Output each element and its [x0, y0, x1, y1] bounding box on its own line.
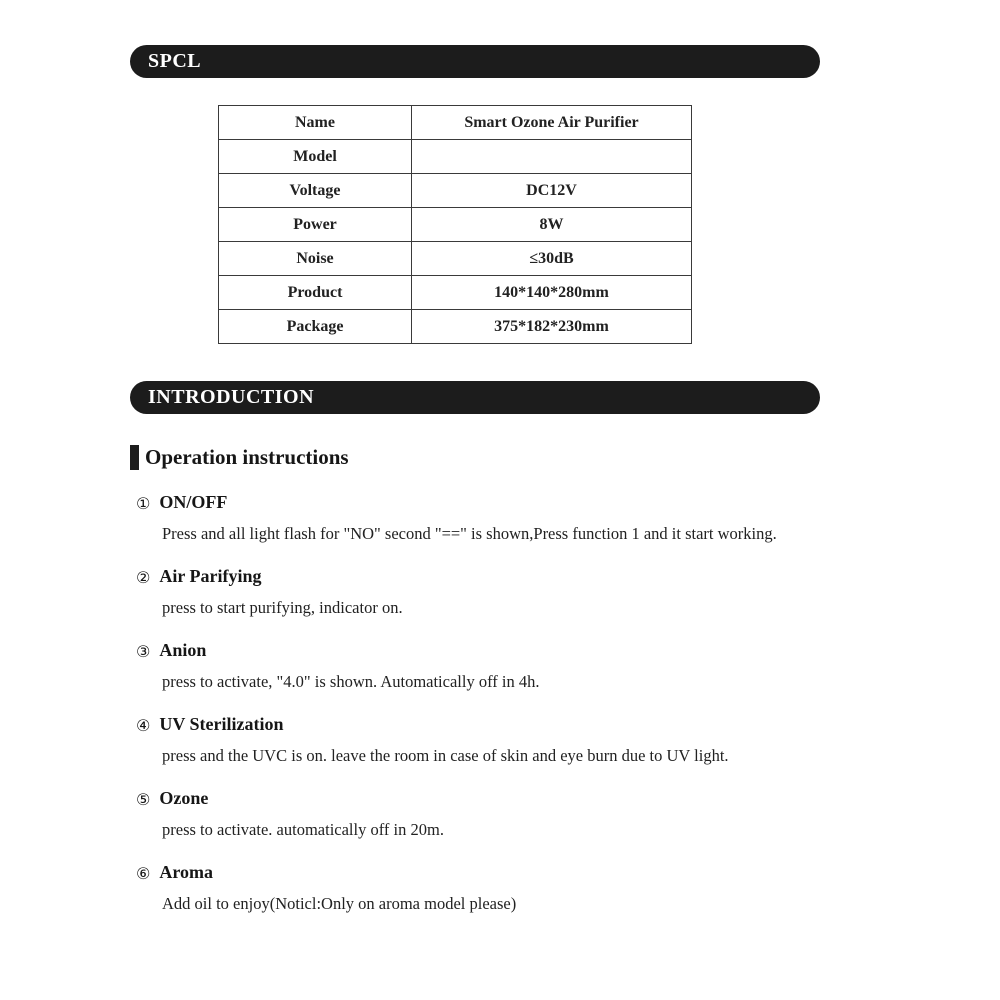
operation-instructions-label: Operation instructions: [145, 445, 349, 469]
table-row: [219, 208, 692, 242]
instruction-body: Add oil to enjoy(Noticl:Only on aroma model please): [162, 894, 517, 913]
spec-value: 375*182*230mm: [412, 310, 692, 344]
spec-label: Noise: [219, 242, 412, 276]
spec-label: Product: [219, 276, 412, 310]
spec-value: ≤30dB: [412, 242, 692, 276]
manual-page: [130, 45, 820, 914]
instruction-body: press to activate, "4.0" is shown. Automatically off in 4h.: [162, 672, 540, 691]
instruction-body: press to start purifying, indicator on.: [162, 598, 403, 617]
table-row: [219, 276, 692, 310]
spec-value: 8W: [412, 208, 692, 242]
instruction-title-on-off: [136, 492, 820, 513]
instruction-title-ozone: [136, 788, 820, 809]
instruction-title-label: Air Parifying: [159, 566, 262, 586]
instruction-title-label: ON/OFF: [159, 492, 228, 512]
table-row: [219, 174, 692, 208]
instruction-body: Press and all light flash for "NO" second "==" is shown,Press function 1 and it start working.: [162, 524, 777, 543]
instruction-title-anion: [136, 640, 820, 661]
section-header-introduction-label: INTRODUCTION: [148, 386, 315, 408]
spec-label: Voltage: [219, 174, 412, 208]
circled-number: ⑤: [136, 790, 151, 809]
circled-number: ④: [136, 716, 151, 735]
table-row: [219, 310, 692, 344]
circled-number: ③: [136, 642, 151, 661]
instruction-title-aroma: [136, 862, 820, 883]
spec-value: DC12V: [412, 174, 692, 208]
section-marker: [130, 445, 139, 470]
circled-number: ⑥: [136, 864, 151, 883]
instruction-title-label: UV Sterilization: [159, 714, 284, 734]
spec-table: [218, 105, 692, 344]
instruction-list: [130, 492, 820, 914]
instruction-title-air-parifying: [136, 566, 820, 587]
instruction-body: press and the UVC is on. leave the room in case of skin and eye burn due to UV light.: [162, 746, 729, 765]
spec-label: Name: [219, 106, 412, 140]
spec-label: Model: [219, 140, 412, 174]
instruction-title-label: Ozone: [159, 788, 209, 808]
spec-label: Power: [219, 208, 412, 242]
circled-number: ①: [136, 494, 151, 513]
operation-instructions-heading: [130, 445, 820, 470]
spec-value: [412, 140, 692, 174]
section-header-spcl-label: SPCL: [148, 50, 202, 72]
table-row: [219, 242, 692, 276]
table-row: [219, 106, 692, 140]
section-header-spcl: [130, 45, 820, 78]
spec-label: Package: [219, 310, 412, 344]
instruction-title-label: Aroma: [159, 862, 214, 882]
section-header-introduction: [130, 381, 820, 414]
spec-value: Smart Ozone Air Purifier: [412, 106, 692, 140]
instruction-title-label: Anion: [159, 640, 207, 660]
table-row: [219, 140, 692, 174]
spec-value: 140*140*280mm: [412, 276, 692, 310]
instruction-body: press to activate. automatically off in 20m.: [162, 820, 444, 839]
instruction-title-uv-sterilization: [136, 714, 820, 735]
circled-number: ②: [136, 568, 151, 587]
